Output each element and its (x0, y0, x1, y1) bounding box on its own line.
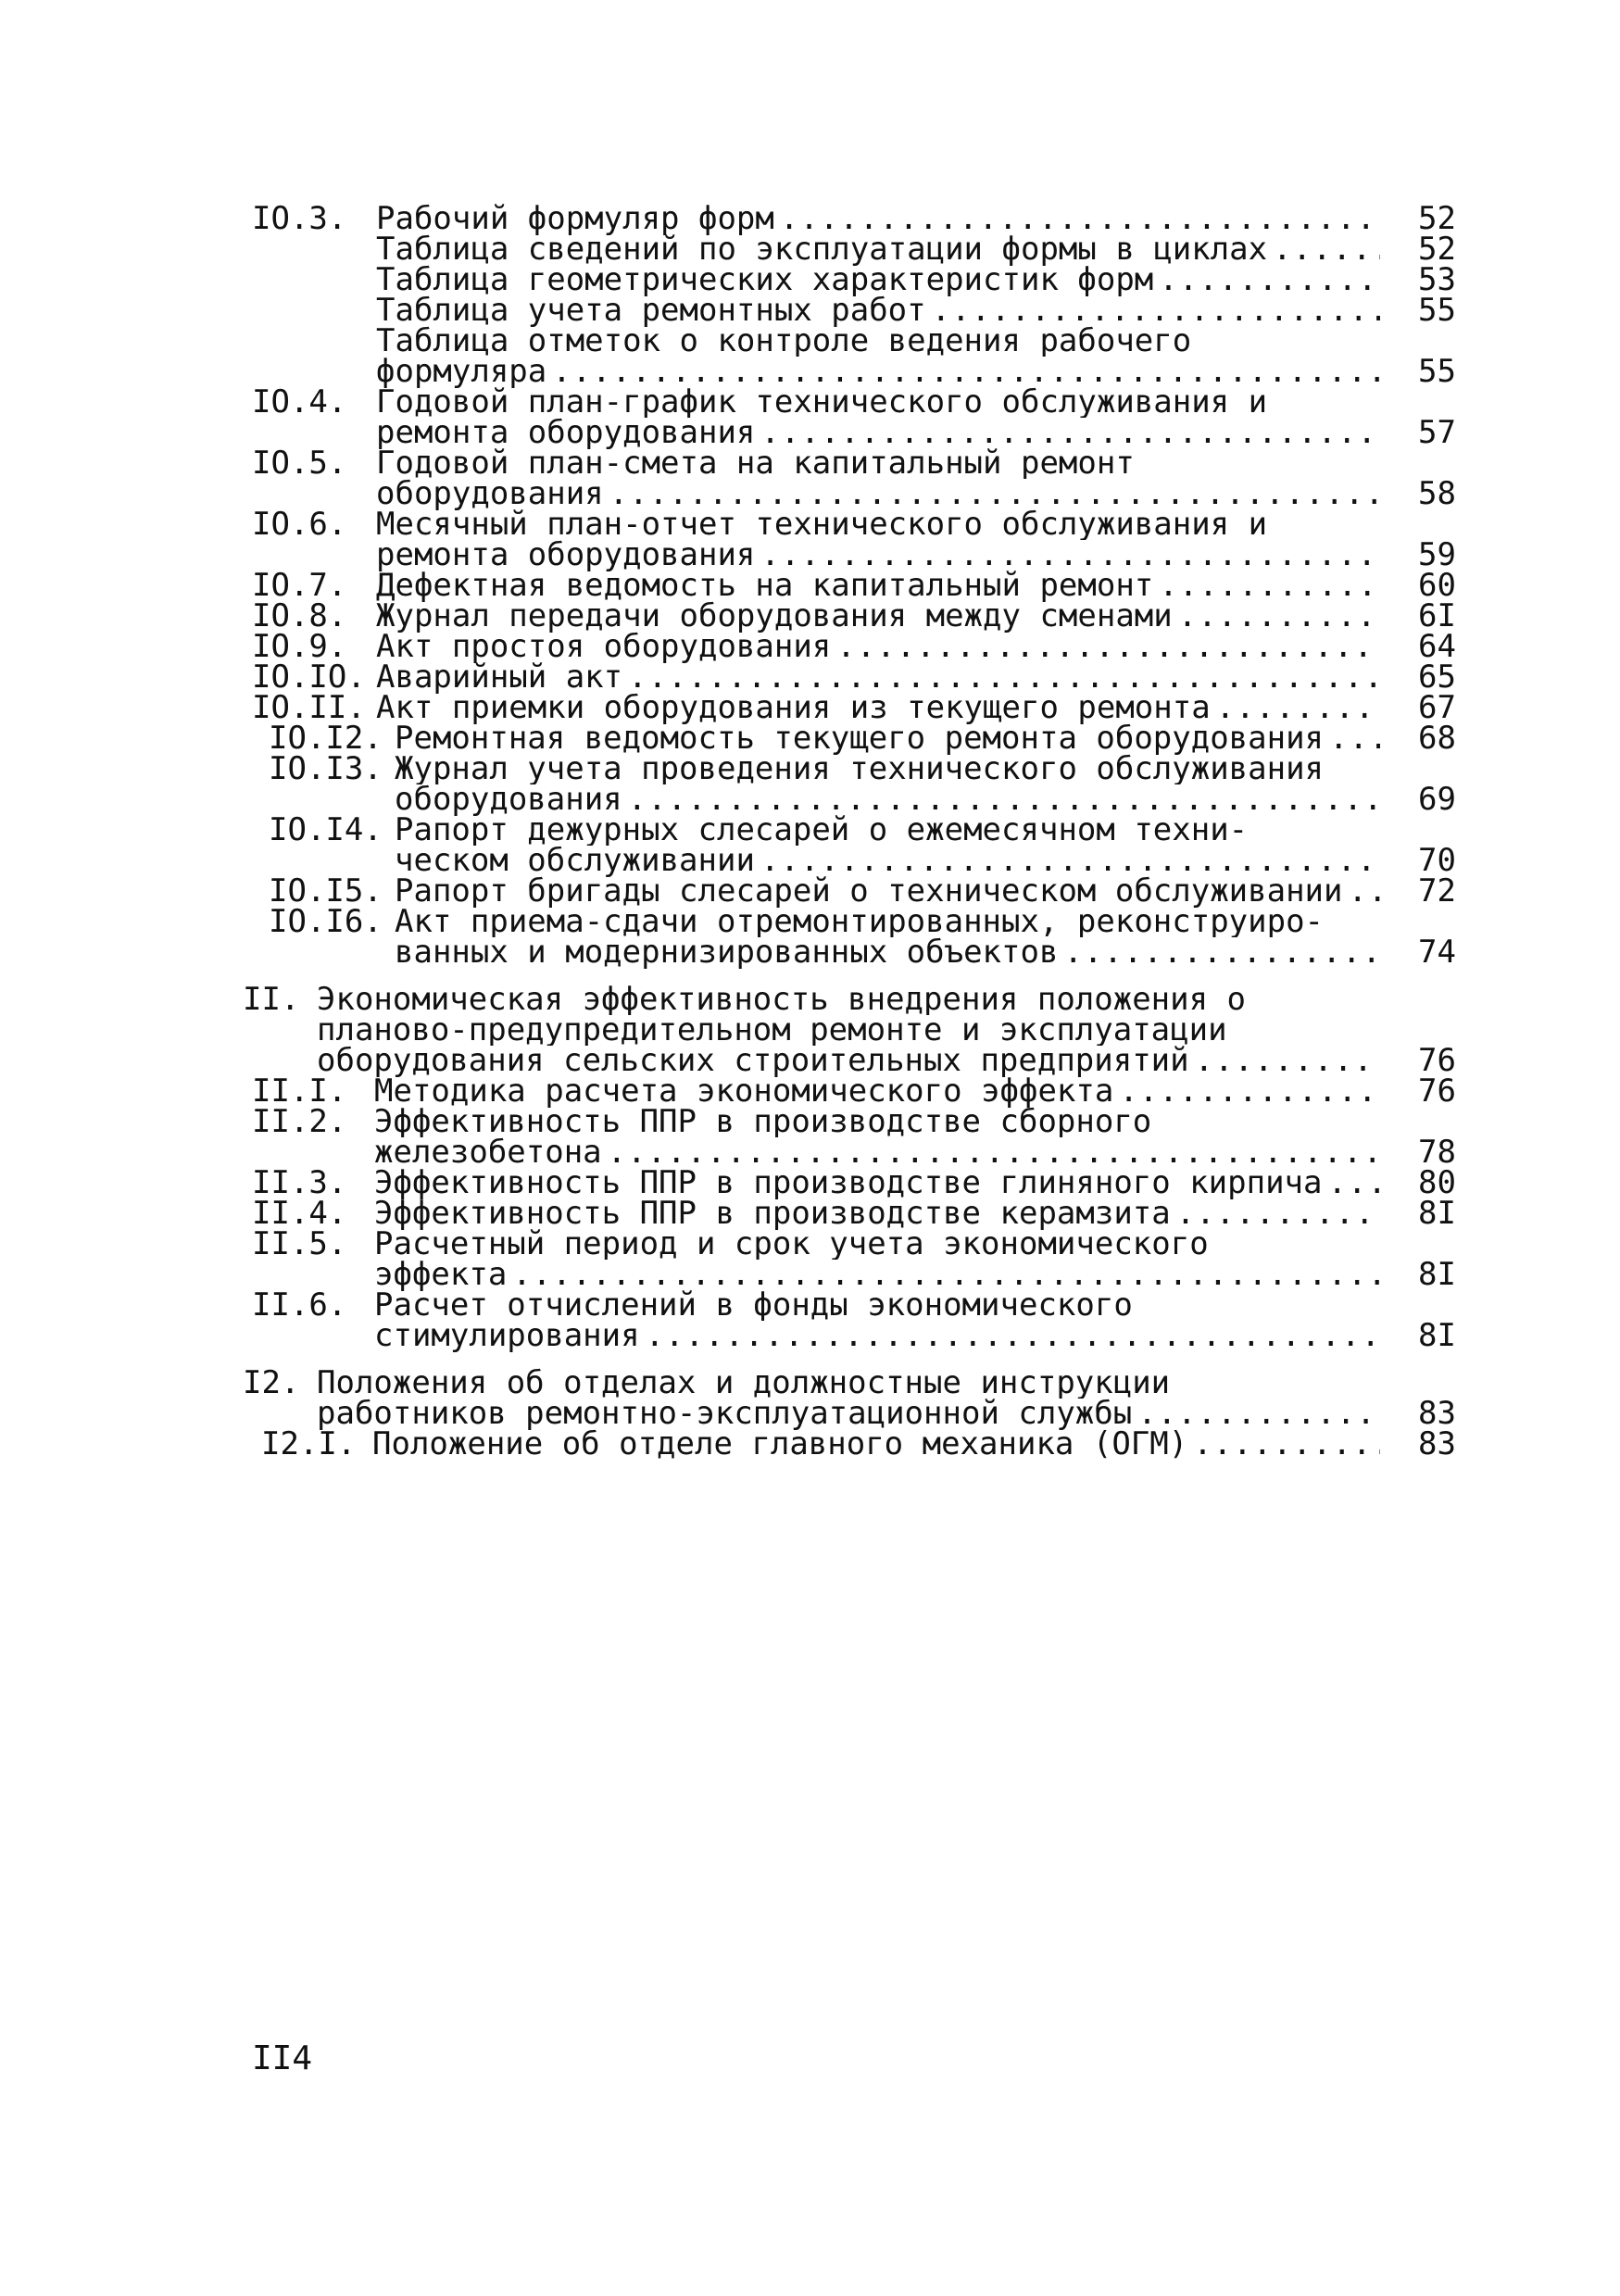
toc-entry-page: 52 (1418, 200, 1456, 237)
toc-entry-title-line: Расчет отчислений в фонды экономического (374, 1290, 1133, 1321)
toc-entry-page: 83 (1418, 1425, 1456, 1462)
toc-entry-number: II.4. (252, 1195, 347, 1232)
toc-entry-page: 65 (1418, 659, 1456, 696)
toc-entry-title: Рабочий формуляр форм (376, 200, 774, 237)
toc-entry-page: 72 (1418, 872, 1456, 910)
toc-entry-title-line: Расчетный период и срок учета экономического (374, 1229, 1209, 1260)
toc-entry-title: стимулирования (374, 1317, 640, 1354)
toc-entry (252, 1073, 1456, 1110)
toc-entry-number: IO.I3. (269, 750, 383, 787)
toc-entry-page: 76 (1418, 1073, 1456, 1110)
toc-entry-number: IO.I4. (269, 811, 383, 848)
toc-entry-title: ремонта оборудования (376, 414, 756, 451)
toc-entry-title: оборудования (395, 781, 622, 818)
toc-entry (252, 326, 1456, 390)
toc-entry-page: 59 (1418, 536, 1456, 573)
toc-entry-title-line: Журнал учета проведения технического обслуживания (395, 754, 1325, 784)
toc-entry-title: оборудования (376, 475, 604, 512)
toc-section-title: оборудования сельских строительных предприятий (317, 1042, 1189, 1079)
toc-entry-title-line: Таблица отметок о контроле ведения рабочего (376, 326, 1192, 357)
toc-entry (252, 506, 1456, 573)
toc-section (243, 981, 1456, 1079)
toc-entry-page: 8I (1418, 1195, 1456, 1232)
toc-entry-number: IO.8. (252, 597, 347, 634)
toc-entry-page: 57 (1418, 414, 1456, 451)
toc-entry-title: Акт простоя оборудования (376, 628, 832, 665)
toc-entry (252, 1103, 1456, 1171)
toc-entry-page: 58 (1418, 475, 1456, 512)
toc-entry-number: IO.4. (252, 383, 347, 420)
toc-entry-title-line: Акт приема-сдачи отремонтированных, реконструиро- (395, 907, 1325, 937)
toc-entry-page: 52 (1418, 231, 1456, 268)
toc-entry-title: Таблица геометрических характеристик форм (376, 261, 1154, 298)
toc-entry-number: II.I. (252, 1073, 347, 1110)
toc-entry-page: 70 (1418, 842, 1456, 879)
toc-entry-number: IO.I2. (269, 720, 383, 757)
toc-entry (252, 1286, 1456, 1354)
page-number: II4 (252, 2039, 313, 2077)
toc-entry-number: II.6. (252, 1286, 347, 1324)
toc-section-title-line: Положения об отделах и должностные инструкции (317, 1368, 1171, 1399)
toc-entry-page: 74 (1418, 934, 1456, 971)
toc-entry-number: IO.5. (252, 445, 347, 482)
toc-entry-title-line: Годовой план-смета на капитальный ремонт (376, 448, 1135, 479)
toc-entry-title: ческом обслуживании (395, 842, 755, 879)
toc-entry-page: 69 (1418, 781, 1456, 818)
toc-section-page: 83 (1418, 1395, 1456, 1432)
toc-entry-title: Методика расчета экономического эффекта (374, 1073, 1114, 1110)
toc-entry-title: Рапорт бригады слесарей о техническом обслуживании (395, 872, 1343, 910)
toc-entry-title: железобетона (374, 1134, 602, 1171)
toc-entry (252, 903, 1456, 971)
toc-entry-title-line: Годовой план-график технического обслуживания и (376, 387, 1268, 418)
toc-entry-page: 6I (1418, 597, 1456, 634)
toc-entry-number: IO.9. (252, 628, 347, 665)
toc-entry-page: 64 (1418, 628, 1456, 665)
toc-entry (252, 1225, 1456, 1293)
toc-section-number: I2. (243, 1364, 300, 1401)
table-of-contents (243, 200, 1456, 1462)
toc-section (243, 1364, 1456, 1432)
toc-entry-page: 78 (1418, 1134, 1456, 1171)
toc-entry (252, 750, 1456, 818)
toc-entry (252, 383, 1456, 451)
toc-entry-title-line: Эффективность ППР в производстве сборного (374, 1107, 1152, 1137)
toc-entry-title: Акт приемки оборудования из текущего ремонта (376, 689, 1211, 726)
toc-section-title: работников ремонтно-эксплуатационной службы (317, 1395, 1133, 1432)
toc-entry-title: Эффективность ППР в производстве глиняного кирпича (374, 1164, 1323, 1201)
toc-entry-title: Таблица сведений по эксплуатации формы в циклах (376, 231, 1268, 268)
toc-entry-title: эффекта (374, 1256, 508, 1293)
toc-entry-page: 55 (1418, 353, 1456, 390)
toc-entry (252, 1425, 1456, 1462)
toc-entry-title: ремонта оборудования (376, 536, 756, 573)
toc-entry-title: Таблица учета ремонтных работ (376, 292, 926, 329)
toc-entry (252, 872, 1456, 910)
toc-section-title-line: Экономическая эффективность внедрения положения о (317, 985, 1247, 1015)
toc-entry-page: 53 (1418, 261, 1456, 298)
toc-entry-title-line: Рапорт дежурных слесарей о ежемесячном техни- (395, 815, 1249, 846)
toc-entry-title: формуляра (376, 353, 547, 390)
toc-entry-number: II.3. (252, 1164, 347, 1201)
toc-section-number: II. (243, 981, 300, 1018)
toc-entry (252, 1195, 1456, 1232)
toc-entry-title: Ремонтная ведомость текущего ремонта оборудования (395, 720, 1325, 757)
toc-entry-title: Положение об отделе главного механика (ОГМ) (372, 1425, 1188, 1462)
toc-entry-number: IO.I5. (269, 872, 383, 910)
toc-entry-title-line: Месячный план-отчет технического обслуживания и (376, 509, 1268, 540)
toc-entry (252, 720, 1456, 757)
toc-entry-number: II.5. (252, 1225, 347, 1262)
toc-entry-number: IO.6. (252, 506, 347, 543)
toc-entry-page: 68 (1418, 720, 1456, 757)
toc-entry-title: Эффективность ППР в производстве керамзита (374, 1195, 1171, 1232)
toc-entry (252, 445, 1456, 512)
toc-entry-number: II.2. (252, 1103, 347, 1140)
toc-entry-number: IO.I6. (269, 903, 383, 940)
toc-entry-number: IO.II. (252, 689, 366, 726)
toc-entry-number: IO.3. (252, 200, 347, 237)
toc-entry-page: 55 (1418, 292, 1456, 329)
toc-entry-title: Аварийный акт (376, 659, 623, 696)
toc-entry (252, 811, 1456, 879)
toc-entry-title: ванных и модернизированных объектов (395, 934, 1059, 971)
toc-section-page: 76 (1418, 1042, 1456, 1079)
toc-entry-page: 8I (1418, 1256, 1456, 1293)
toc-entry-number: IO.IO. (252, 659, 366, 696)
toc-section-title-line: планово-предупредительном ремонте и эксплуатации (317, 1015, 1227, 1046)
toc-entry (252, 292, 1456, 329)
toc-entry-title: Журнал передачи оборудования между сменами (376, 597, 1173, 634)
toc-entry-number: I2.I. (261, 1425, 357, 1462)
toc-entry-page: 80 (1418, 1164, 1456, 1201)
toc-entry-title: Дефектная ведомость на капитальный ремонт (376, 567, 1154, 604)
toc-entry-number: IO.7. (252, 567, 347, 604)
toc-entry-page: 8I (1418, 1317, 1456, 1354)
toc-entry-page: 67 (1418, 689, 1456, 726)
toc-entry-page: 60 (1418, 567, 1456, 604)
